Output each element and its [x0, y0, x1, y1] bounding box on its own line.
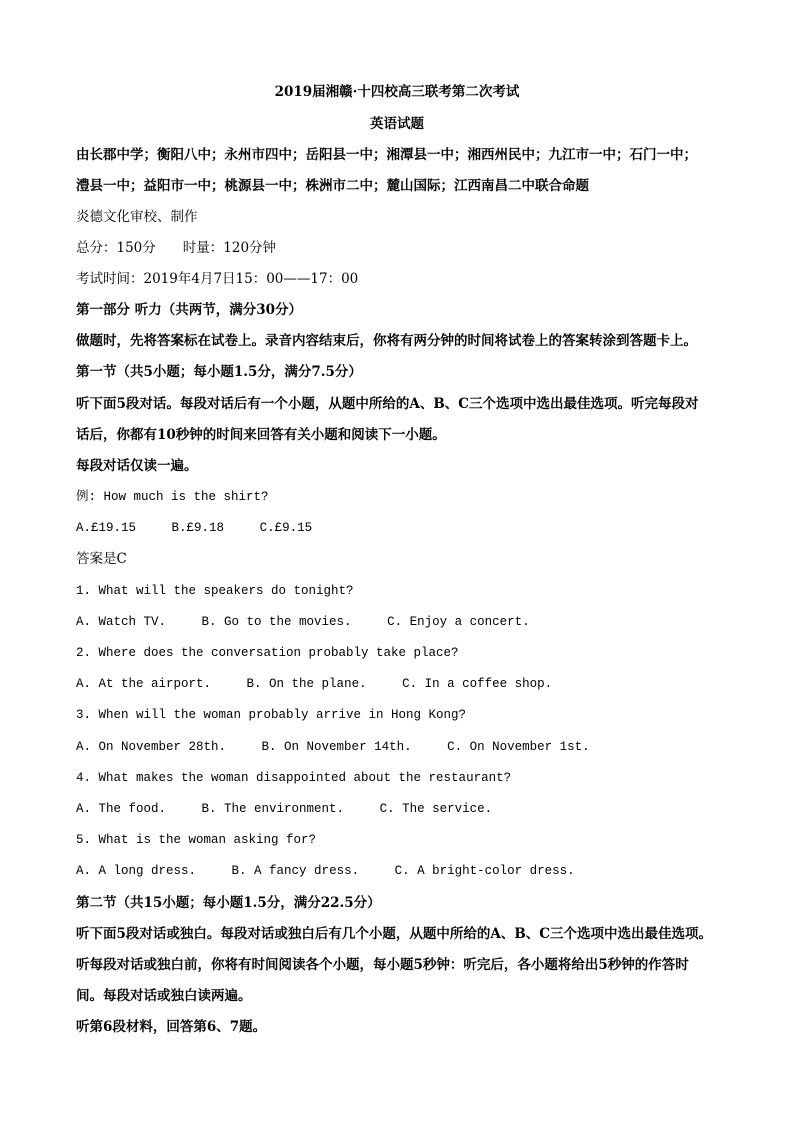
question-3-option-c: C. On November 1st. [447, 740, 590, 754]
question-5-options [76, 860, 575, 882]
question-3-option-b: B. On November 14th. [261, 740, 412, 754]
question-5-option-c: C. A bright-color dress. [394, 864, 575, 878]
question-2-option-b: B. On the plane. [246, 677, 367, 691]
question-4: 4. What makes the woman disappointed about the restaurant? [76, 771, 512, 785]
example-options [76, 517, 312, 539]
producer-text: 炎德文化审校、制作 [76, 209, 198, 225]
exam-time-text: 考试时间：2019年4月7日15：00——17：00 [76, 271, 359, 287]
section2-material: 听第6段材料，回答第6、7题。 [76, 1019, 267, 1035]
section1-instruction-line-2: 话后，你都有10秒钟的时间来回答有关小题和阅读下一小题。 [76, 427, 446, 443]
example-option-c: C.£9.15 [259, 521, 313, 535]
exam-subtitle: 英语试题 [370, 116, 424, 132]
example-answer: 答案是C [76, 551, 127, 567]
schools-line-1: 由长郡中学；衡阳八中；永州市四中；岳阳县一中；湘潭县一中；湘西州民中；九江市一中；石门一中； [76, 147, 697, 163]
part1-heading: 第一部分 听力（共两节，满分30分） [76, 302, 302, 318]
question-1-option-a: A. Watch TV. [76, 615, 167, 629]
example-option-b: B.£9.18 [171, 521, 225, 535]
question-3-option-a: A. On November 28th. [76, 740, 227, 754]
question-5: 5. What is the woman asking for? [76, 833, 317, 847]
section2-instruction-line-3: 间。每段对话或独白读两遍。 [76, 988, 252, 1004]
question-5-option-b: B. A fancy dress. [231, 864, 360, 878]
question-1-option-c: C. Enjoy a concert. [387, 615, 530, 629]
question-2-option-a: A. At the airport. [76, 677, 212, 691]
question-2: 2. Where does the conversation probably take place? [76, 646, 459, 660]
question-1-options [76, 611, 530, 633]
section1-read-once: 每段对话仅读一遍。 [76, 458, 198, 474]
question-2-option-c: C. In a coffee shop. [402, 677, 553, 691]
section2-instruction-line-1: 听下面5段对话或独白。每段对话或独白后有几个小题，从题中所给的A、B、C三个选项中选出最佳选项。 [76, 926, 713, 942]
question-3-options [76, 736, 590, 758]
question-1: 1. What will the speakers do tonight? [76, 584, 354, 598]
question-4-option-b: B. The environment. [201, 802, 345, 816]
score-time-text: 总分：150分 时量：120分钟 [76, 240, 277, 256]
section1-instruction-line-1: 听下面5段对话。每段对话后有一个小题，从题中所给的A、B、C三个选项中选出最佳选项。听完每段对 [76, 396, 699, 412]
schools-line-2: 澧县一中；益阳市一中；桃源县一中；株洲市二中；麓山国际；江西南昌二中联合命题 [76, 178, 589, 194]
example-option-a: A.£19.15 [76, 521, 137, 535]
example-question: 例: How much is the shirt? [76, 490, 269, 504]
section2-instruction-line-2: 听每段对话或独白前，你将有时间阅读各个小题，每小题5秒钟：听完后，各小题将给出5秒钟的作答时 [76, 957, 689, 973]
question-5-option-a: A. A long dress. [76, 864, 197, 878]
exam-title: 2019届湘赣·十四校高三联考第二次考试 [274, 84, 520, 100]
question-1-option-b: B. Go to the movies. [201, 615, 352, 629]
question-3: 3. When will the woman probably arrive in Hong Kong? [76, 708, 467, 722]
section1-heading: 第一节（共5小题；每小题1.5分，满分7.5分） [76, 364, 362, 380]
question-4-options [76, 798, 492, 820]
question-2-options [76, 673, 552, 695]
question-4-option-a: A. The food. [76, 802, 167, 816]
part1-instruction: 做题时，先将答案标在试卷上。录音内容结束后，你将有两分钟的时间将试卷上的答案转涂到答题卡上。 [76, 333, 697, 349]
section2-heading: 第二节（共15小题；每小题1.5分，满分22.5分） [76, 895, 381, 911]
question-4-option-c: C. The service. [379, 802, 493, 816]
